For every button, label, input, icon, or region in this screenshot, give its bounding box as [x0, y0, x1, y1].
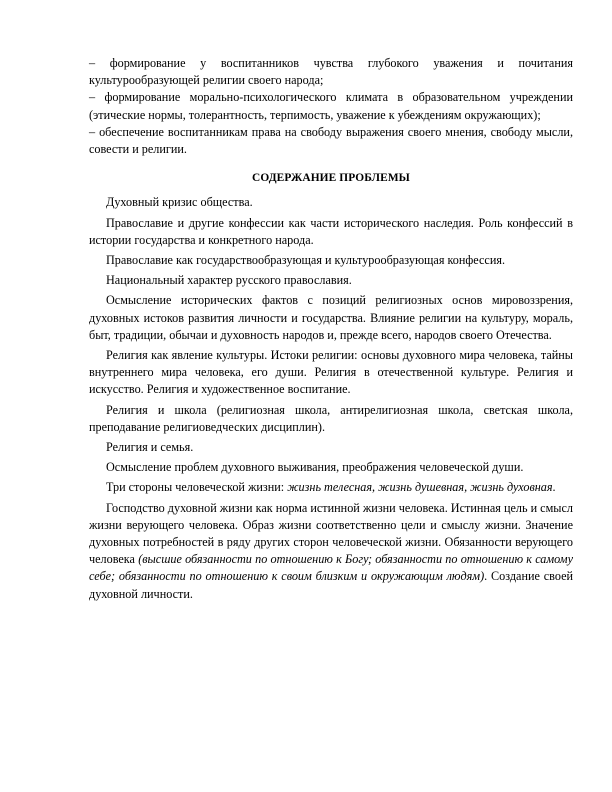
dominance-lead: Господство духовной жизни как норма истинной жизни человека. Истинная цель и смысл жизни верующего человека. Образ жизни соответственно цели и смыслу жизни. Значение духовных потребностей в ряду других сторон человеческой жизни. Обязанности верующего человека: [89, 500, 573, 567]
dominance-tail: . Создание своей духовной личности.: [89, 569, 574, 601]
intro-item-1: – формирование у воспитанников чувства глубокого уважения и почитания культурообразующей религии своего народа;: [89, 56, 573, 88]
paragraph-2: Православие и другие конфессии как части исторического наследия. Роль конфессий в истории государства и конкретного народа.: [89, 215, 573, 247]
three-sides-italic: жизнь телесная, жизнь душевная, жизнь духовная: [287, 480, 553, 495]
three-sides-lead: Три стороны человеческой жизни:: [106, 480, 288, 495]
paragraph-5: Осмысление исторических фактов с позиций религиозных основ мировоззрения, духовных истоков развития личности и государства. Влияние религии на культуру, мораль, быт, традиции, обычаи и духовность народов и, прежде всего, народов своего Отечества.: [89, 293, 573, 342]
paragraph-three-sides: [89, 479, 573, 496]
intro-item-3: – обеспечение воспитанникам права на свободу выражения своего мнения, свободу мысли, совести и религии.: [89, 124, 573, 157]
three-sides-tail: .: [552, 480, 556, 495]
paragraph-3: Православие как государствообразующая и культурообразующая конфессия.: [106, 253, 506, 268]
dominance-italic: (высшие обязанности по отношению к Богу; обязанности по отношению к самому себе; обязанности по отношению к своим близким и окружающим людям): [89, 552, 573, 584]
paragraph-4: Национальный характер русского православия.: [106, 273, 352, 288]
paragraph-9: Осмысление проблем духовного выживания, преображения человеческой души.: [106, 460, 524, 475]
section-heading: СОДЕРЖАНИЕ ПРОБЛЕМЫ: [252, 172, 410, 185]
intro-item-2: – формирование морально-психологического климата в образовательном учреждении (этические нормы, толерантность, терпимость, уважение к убеждениям окружающих);: [89, 90, 573, 122]
paragraph-7: Религия и школа (религиозная школа, антирелигиозная школа, светская школа, преподавание религиоведческих дисциплин).: [89, 402, 573, 434]
paragraph-6: Религия как явление культуры. Истоки религии: основы духовного мира человека, тайны внутреннего мира человека, его души. Религия в отечественной культуре. Религия и искусство. Религия и художественное воспитание.: [89, 348, 573, 397]
paragraph-dominance: [89, 500, 573, 603]
paragraph-8: Религия и семья.: [106, 440, 194, 455]
document-page: [89, 55, 573, 603]
paragraph-1: Духовный кризис общества.: [106, 195, 253, 210]
